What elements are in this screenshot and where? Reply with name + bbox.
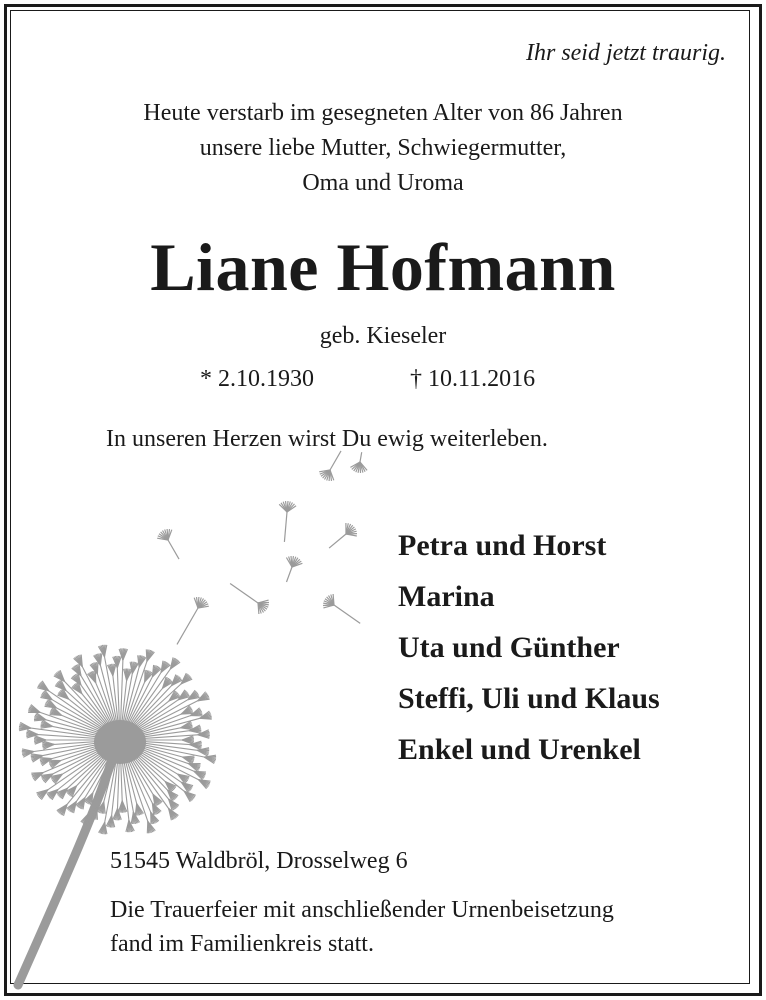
verse: In unseren Herzen wirst Du ewig weiterleben. [106, 426, 548, 452]
seed-stem [329, 534, 346, 548]
ceremony-line: Die Trauerfeier mit anschließender Urnenbeisetzung [110, 897, 614, 923]
seed-stem [177, 608, 198, 644]
seed-stem [330, 451, 341, 470]
puff-tuft [40, 758, 52, 759]
mourner: Enkel und Urenkel [398, 733, 641, 766]
mourner: Petra und Horst [398, 529, 607, 562]
puff-tuft [200, 718, 212, 719]
intro-line: unsere liebe Mutter, Schwiegermutter, [199, 135, 567, 161]
mourner: Uta und Günther [398, 631, 620, 664]
puff-tuft [181, 713, 193, 714]
seed-stem [334, 605, 360, 623]
seed-stem [360, 452, 362, 462]
seed-stem [168, 540, 179, 559]
death-date: † 10.11.2016 [410, 366, 536, 392]
intro-text [0, 96, 766, 201]
intro-line: Oma und Uroma [302, 170, 464, 196]
mourners-list [398, 520, 660, 775]
seed-stem [230, 584, 258, 604]
ceremony-line: fand im Familienkreis statt. [110, 931, 374, 957]
deceased-name: Liane Hofmann [150, 229, 616, 305]
dandelion-head [94, 720, 146, 764]
intro-line: Heute verstarb im gesegneten Alter von 86 Jahren [143, 100, 623, 126]
ceremony-note [110, 893, 614, 961]
seed-stem [284, 512, 287, 542]
born-name: geb. Kieseler [319, 323, 447, 349]
seed-stem [287, 567, 293, 582]
puff-tuft [97, 662, 98, 674]
puff-tuft [31, 773, 43, 774]
address: 51545 Waldbröl, Drosselweg 6 [110, 848, 408, 874]
mourner: Steffi, Uli und Klaus [398, 682, 660, 715]
birth-date: * 2.10.1930 [200, 366, 314, 392]
mourner: Marina [398, 580, 495, 613]
motto: Ihr seid jetzt traurig. [525, 40, 726, 66]
puff-tuft [147, 821, 148, 833]
